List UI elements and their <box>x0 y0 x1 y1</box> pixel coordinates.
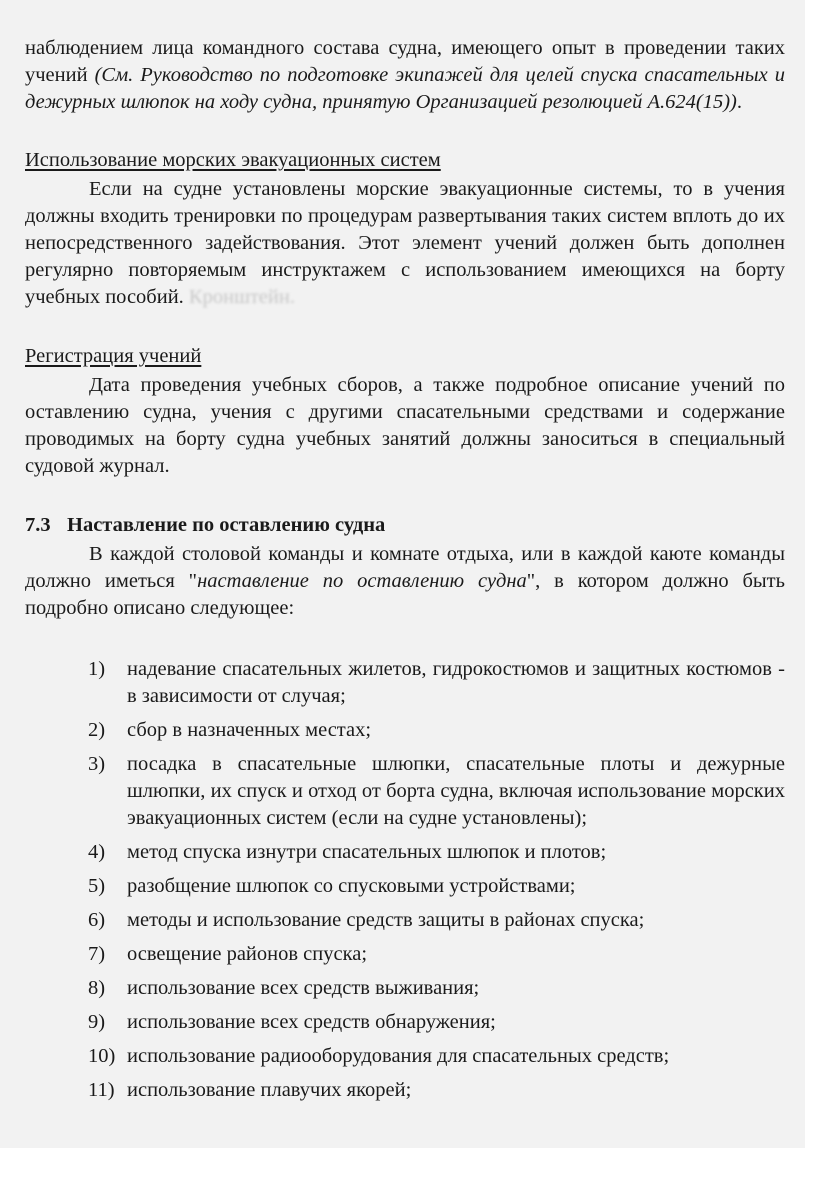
evac-paragraph <box>25 176 785 311</box>
list-item <box>25 1077 785 1104</box>
intro-reference: (См. Руководство по подготовке экипажей для целей спуска спасательных и дежурных шлюпок на ходу судна, принятую Организацией резолюцией A.624(15)) <box>25 64 785 113</box>
evac-heading: Использование морских эвакуационных систем <box>25 149 441 171</box>
list-item-number: 7) <box>88 943 106 965</box>
evac-faded-text: Кронштейн. <box>188 286 295 308</box>
list-item-text: разобщение шлюпок со спусковыми устройствами; <box>127 875 576 897</box>
list-item-number: 6) <box>88 909 106 931</box>
list-item-text: методы и использование средств защиты в районах спуска; <box>127 909 645 931</box>
list-item-text: использование плавучих якорей; <box>127 1079 412 1101</box>
list-item-text: использование всех средств выживания; <box>127 977 480 999</box>
list-item-text: сбор в назначенных местах; <box>127 719 372 741</box>
list-item-text: надевание спасательных жилетов, гидрокостюмов и защитных костюмов - в зависимости от случая; <box>127 658 785 707</box>
list-item-number: 8) <box>88 977 106 999</box>
list-item <box>25 941 785 968</box>
list-item-text: использование всех средств обнаружения; <box>127 1011 496 1033</box>
list-item <box>25 975 785 1002</box>
intro-paragraph <box>25 35 785 116</box>
list-item-number: 10) <box>88 1045 116 1067</box>
intro-end: . <box>736 91 742 113</box>
registration-paragraph: Дата проведения учебных сборов, а также подробное описание учений по оставлению судна, учения с другими спасательными средствами и содержание проводимых на борту судна учебных занятий должны заноситься в специальный судовой журнал. <box>25 374 785 477</box>
section-number: 7.3 <box>25 514 51 536</box>
evac-text: Если на судне установлены морские эвакуационные системы, то в учения должны входить тренировки по процедурам развертывания таких систем вплоть до их непосредственного задействования. Этот элемент учений должен быть дополнен регулярно повторяемым инструктажем с использованием имеющихся на борту учебных пособий. <box>25 178 785 308</box>
manual-items-list <box>25 656 785 1104</box>
section-text-start: В каждой столовой команды и комнате отдыха, или в каждой каюте команды должно иметься " <box>25 543 785 592</box>
document-content <box>25 35 785 1111</box>
list-item <box>25 907 785 934</box>
list-item-number: 1) <box>88 658 106 680</box>
list-item-text: метод спуска изнутри спасательных шлюпок и плотов; <box>127 841 607 863</box>
list-item <box>25 656 785 710</box>
list-item <box>25 1009 785 1036</box>
list-item-number: 5) <box>88 875 106 897</box>
intro-text: наблюдением лица командного состава судна, имеющего опыт в проведении таких учений <box>25 37 785 86</box>
list-item <box>25 751 785 832</box>
section-text-end: ", в котором должно быть подробно описано следующее: <box>25 570 785 619</box>
list-item-number: 9) <box>88 1011 106 1033</box>
list-item-number: 2) <box>88 719 106 741</box>
list-item-number: 4) <box>88 841 106 863</box>
list-item-text: посадка в спасательные шлюпки, спасательные плоты и дежурные шлюпки, их спуск и отход от борта судна, включая использование морских эвакуационных систем (если на судне установлены); <box>127 753 785 829</box>
list-item-number: 11) <box>88 1079 115 1101</box>
list-item <box>25 839 785 866</box>
list-item-text: использование радиооборудования для спасательных средств; <box>127 1045 670 1067</box>
list-item <box>25 873 785 900</box>
list-item-text: освещение районов спуска; <box>127 943 368 965</box>
list-item-number: 3) <box>88 753 106 775</box>
list-item <box>25 717 785 744</box>
section-paragraph <box>25 541 785 622</box>
list-item <box>25 1043 785 1070</box>
registration-heading: Регистрация учений <box>25 345 202 367</box>
section-text-italic: наставление по оставлению судна <box>197 570 527 592</box>
section-heading <box>25 512 785 539</box>
section-title: Наставление по оставлению судна <box>67 514 386 536</box>
